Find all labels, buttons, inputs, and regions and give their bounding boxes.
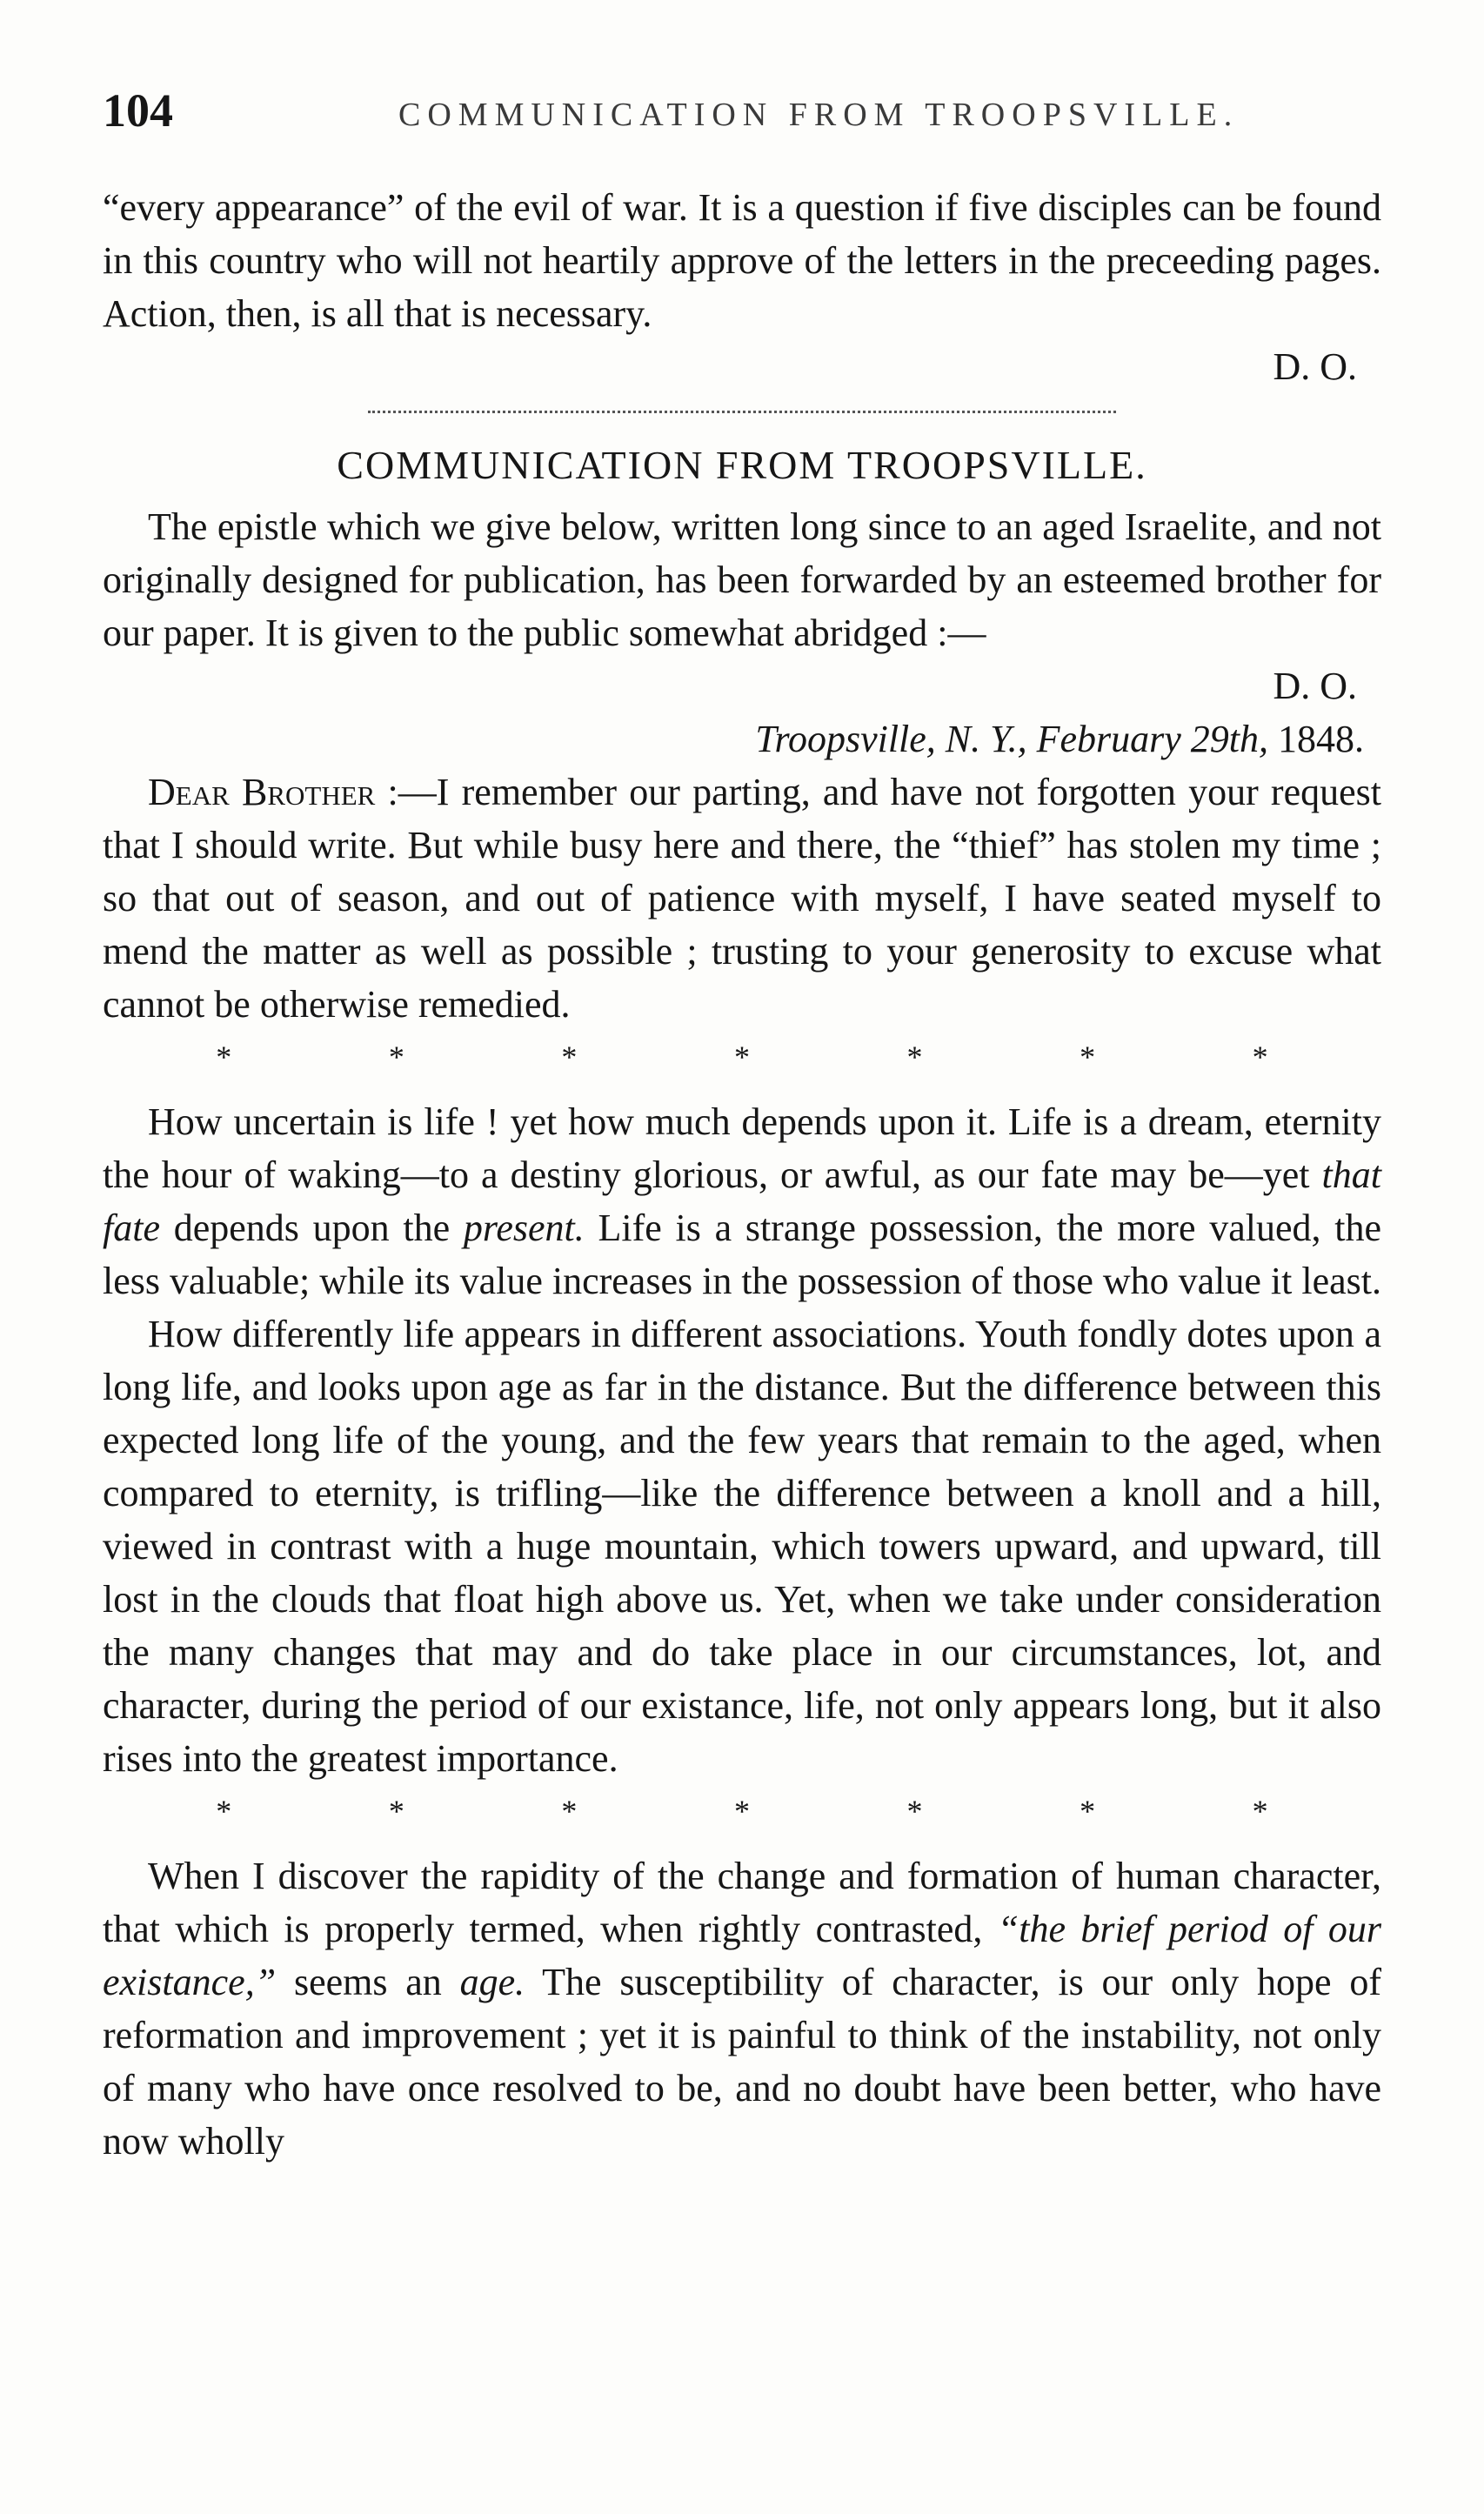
- asterisk: *: [561, 1794, 578, 1829]
- salutation: Dear Brother :: [148, 771, 398, 813]
- asterisk: *: [216, 1794, 232, 1829]
- emphasis-text: that fate: [103, 1153, 1381, 1249]
- dateline-date: February 29th,: [1036, 718, 1268, 760]
- dateline-year: 1848.: [1278, 718, 1364, 760]
- running-title: COMMUNICATION FROM TROOPSVILLE.: [398, 97, 1240, 133]
- asterisk: *: [561, 1040, 578, 1074]
- intro-signature: D. O.: [1273, 345, 1357, 388]
- page-number: 104: [103, 84, 173, 137]
- paragraph-life-uncertain: [103, 1095, 1381, 1307]
- intro-paragraph: “every appearance” of the evil of war. It is a question if five disciples can be found in this country who will not heartily approve of the letters in the preceeding pages. Action, then, is all that is necessary.: [103, 186, 1381, 335]
- paragraph-text: depends upon the: [159, 1207, 464, 1249]
- paragraph-life-associations: How differently life appears in different associations. Youth fondly dotes upon a long life, and looks upon age as far in the distance. But the difference between this expected long life of the young, and the few years that remain to the aged, when compared to eternity, is trifling—like the difference between a knoll and a hill, viewed in contrast with a huge mountain, which towers upward, and upward, till lost in the clouds that float high above us. Yet, when we take under consideration the many changes that may and do take place in our circumstances, lot, and character, during the period of our existance, life, not only appears long, but it also rises into the greatest importance.: [103, 1313, 1381, 1780]
- emphasis-text: “the brief period of our existance,”: [103, 1908, 1381, 2003]
- asterisk: *: [216, 1040, 232, 1074]
- running-header: [103, 84, 1381, 144]
- asterisk: *: [1080, 1040, 1096, 1074]
- paragraph-text: How uncertain is life ! yet how much depends upon it. Life is a dream, eternity the hour of waking—to a destiny glorious, or awful, as our fate may be—yet: [103, 1100, 1381, 1196]
- asterisk: *: [1252, 1794, 1268, 1829]
- asterisk: *: [388, 1794, 404, 1829]
- asterisk: *: [906, 1794, 923, 1829]
- emphasis-text: age.: [459, 1961, 525, 2003]
- paragraph-text: Life is a strange possession, the more valued, the less valuable; while its value increases in the possession of those who value it least.: [103, 1207, 1382, 1302]
- paragraph-text: The susceptibility of character, is our only hope of reformation and improvement ; yet it is painful to think of the instability, not only of many who have once resolved to be, and no doubt have been better, who have now wholly: [103, 1961, 1381, 2163]
- asterisk: *: [1252, 1040, 1268, 1074]
- section-divider: [368, 411, 1116, 413]
- page-body: [103, 181, 1381, 2168]
- asterisk: *: [388, 1040, 404, 1074]
- letter-opening-paragraph: [103, 766, 1381, 1031]
- editor-note: The epistle which we give below, written long since to an aged Israelite, and not originally designed for publication, has been forwarded by an esteemed brother for our paper. It is given to the public somewhat abridged :—: [103, 505, 1381, 654]
- editor-signature: D. O.: [1273, 665, 1357, 707]
- paragraph-character: [103, 1849, 1381, 2168]
- asterism-row-2: [137, 1792, 1347, 1830]
- asterisk: *: [733, 1794, 750, 1829]
- paragraph-text: seems an: [276, 1961, 460, 2003]
- emphasis-text: present.: [463, 1207, 585, 1249]
- article-heading: COMMUNICATION FROM TROOPSVILLE.: [337, 443, 1147, 487]
- paragraph-text: When I discover the rapidity of the change and formation of human character, that which is properly termed, when rightly contrasted,: [103, 1855, 1381, 1950]
- asterisk: *: [906, 1040, 923, 1074]
- letter-opening-text: —I remember our parting, and have not forgotten your request that I should write. But while busy here and there, the “thief” has stolen my time ; so that out of season, and out of patience with myself, I have seated myself to mend the matter as well as possible ; trusting to your generosity to excuse what cannot be otherwise remedied.: [103, 771, 1381, 1026]
- dateline-place: Troopsville, N. Y.,: [755, 718, 1027, 760]
- asterisk: *: [1080, 1794, 1096, 1829]
- asterism-row: [137, 1038, 1347, 1076]
- asterisk: *: [733, 1040, 750, 1074]
- letter-dateline: [103, 712, 1381, 766]
